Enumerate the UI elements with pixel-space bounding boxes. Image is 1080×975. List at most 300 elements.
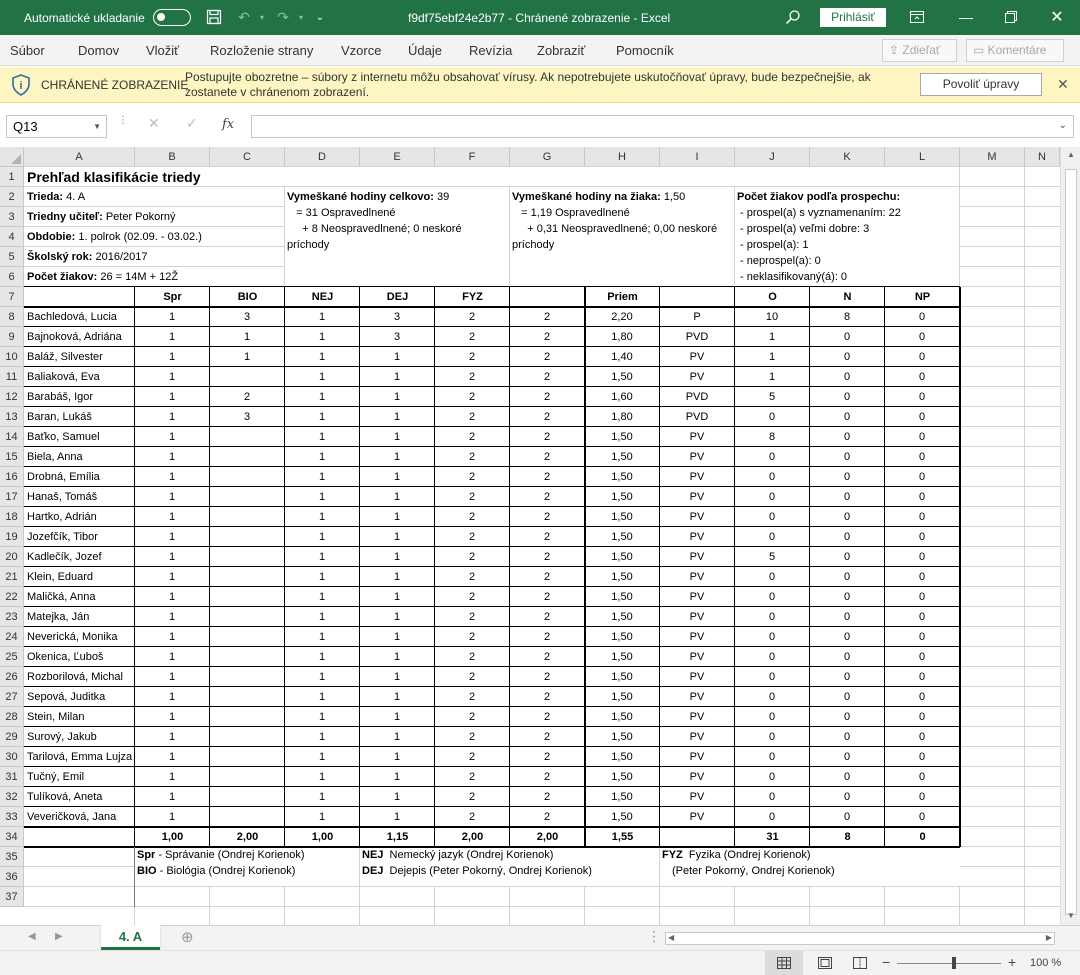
- row-header-6[interactable]: 6: [0, 267, 24, 287]
- grade-cell[interactable]: 1: [318, 671, 326, 683]
- row-header-30[interactable]: 30: [0, 747, 24, 767]
- page-break-preview-icon[interactable]: [853, 957, 867, 969]
- grade-cell[interactable]: 0: [918, 671, 926, 683]
- grade-cell[interactable]: PV: [689, 731, 705, 743]
- grade-cell[interactable]: 0: [918, 811, 926, 823]
- scroll-left-icon[interactable]: ◀: [668, 933, 675, 942]
- grade-cell[interactable]: 0: [918, 331, 926, 343]
- grade-cell[interactable]: 0: [918, 351, 926, 363]
- row-header-26[interactable]: 26: [0, 667, 24, 687]
- row-header-28[interactable]: 28: [0, 707, 24, 727]
- grade-cell[interactable]: 1: [768, 331, 776, 343]
- row-header-33[interactable]: 33: [0, 807, 24, 827]
- student-name-cell[interactable]: Matejka, Ján: [27, 611, 90, 623]
- grade-cell[interactable]: 0: [843, 691, 851, 703]
- grade-cell[interactable]: 2: [468, 611, 476, 623]
- grade-cell[interactable]: 0: [843, 651, 851, 663]
- grade-cell[interactable]: 0: [843, 511, 851, 523]
- grade-cell[interactable]: 1,50: [611, 671, 633, 683]
- grade-cell[interactable]: 2: [468, 571, 476, 583]
- grade-cell[interactable]: 1: [168, 551, 176, 563]
- grade-cell[interactable]: 1: [168, 611, 176, 623]
- total-cell[interactable]: [660, 827, 735, 847]
- grade-cell[interactable]: 1: [243, 351, 251, 363]
- grade-cell[interactable]: 2: [468, 651, 476, 663]
- grade-cell[interactable]: [210, 447, 284, 467]
- grade-cell[interactable]: 0: [768, 571, 776, 583]
- grade-cell[interactable]: 1: [168, 691, 176, 703]
- grade-cell[interactable]: 0: [768, 651, 776, 663]
- grade-cell[interactable]: 2: [468, 731, 476, 743]
- grade-cell[interactable]: 1: [318, 371, 326, 383]
- grade-cell[interactable]: [210, 507, 284, 527]
- grade-cell[interactable]: 1: [318, 731, 326, 743]
- grade-cell[interactable]: 0: [918, 431, 926, 443]
- grade-cell[interactable]: 0: [843, 811, 851, 823]
- grade-cell[interactable]: 1,50: [611, 371, 633, 383]
- grade-cell[interactable]: 1: [768, 351, 776, 363]
- grade-cell[interactable]: 1,50: [611, 691, 633, 703]
- grade-cell[interactable]: 2: [543, 491, 551, 503]
- grade-cell[interactable]: 1,50: [611, 751, 633, 763]
- column-header-G[interactable]: G: [510, 147, 585, 167]
- grade-cell[interactable]: 0: [843, 671, 851, 683]
- student-name-cell[interactable]: Kadlečík, Jozef: [27, 551, 102, 563]
- grade-cell[interactable]: 1,50: [611, 471, 633, 483]
- grade-cell[interactable]: 3: [243, 411, 251, 423]
- grade-cell[interactable]: 2: [468, 671, 476, 683]
- grade-cell[interactable]: [210, 767, 284, 787]
- grade-cell[interactable]: 0: [768, 491, 776, 503]
- grade-cell[interactable]: 1: [318, 811, 326, 823]
- grade-cell[interactable]: [210, 627, 284, 647]
- grade-cell[interactable]: [210, 567, 284, 587]
- grade-cell[interactable]: 0: [843, 371, 851, 383]
- student-name-cell[interactable]: Jozefčík, Tibor: [27, 531, 98, 543]
- grade-cell[interactable]: 0: [768, 711, 776, 723]
- grade-cell[interactable]: 1,50: [611, 631, 633, 643]
- name-box-dropdown-icon[interactable]: ▼: [93, 122, 101, 131]
- grade-cell[interactable]: [210, 467, 284, 487]
- row-header-14[interactable]: 14: [0, 427, 24, 447]
- row-header-2[interactable]: 2: [0, 187, 24, 207]
- student-name-cell[interactable]: Barabáš, Igor: [27, 391, 94, 403]
- grade-cell[interactable]: 2: [468, 431, 476, 443]
- cancel-icon[interactable]: ✕: [148, 115, 160, 131]
- grade-cell[interactable]: 1: [168, 391, 176, 403]
- grade-cell[interactable]: 0: [768, 691, 776, 703]
- grade-cell[interactable]: 1: [318, 431, 326, 443]
- student-name-cell[interactable]: Stein, Milan: [27, 711, 85, 723]
- grade-cell[interactable]: 2: [543, 691, 551, 703]
- grade-cell[interactable]: 1: [393, 551, 401, 563]
- grade-cell[interactable]: 2: [543, 791, 551, 803]
- grade-cell[interactable]: 1: [318, 491, 326, 503]
- vertical-scroll-thumb[interactable]: [1065, 169, 1077, 915]
- grade-cell[interactable]: PV: [689, 751, 705, 763]
- save-icon[interactable]: [204, 7, 224, 27]
- grade-cell[interactable]: 0: [918, 731, 926, 743]
- grade-cell[interactable]: 1: [168, 711, 176, 723]
- row-header-21[interactable]: 21: [0, 567, 24, 587]
- grade-cell[interactable]: 0: [918, 511, 926, 523]
- grade-cell[interactable]: 0: [843, 531, 851, 543]
- grade-cell[interactable]: 1: [168, 471, 176, 483]
- grade-cell[interactable]: 0: [918, 531, 926, 543]
- tab-file[interactable]: Súbor: [10, 43, 45, 58]
- next-sheet-icon[interactable]: ▶: [55, 931, 63, 942]
- grade-cell[interactable]: 2: [543, 671, 551, 683]
- grade-cell[interactable]: 1,50: [611, 731, 633, 743]
- grade-cell[interactable]: 2: [543, 571, 551, 583]
- row-header-37[interactable]: 37: [0, 887, 24, 907]
- select-all-corner[interactable]: [0, 147, 24, 167]
- student-name-cell[interactable]: Sepová, Juditka: [27, 691, 106, 703]
- grade-cell[interactable]: 5: [768, 391, 776, 403]
- grade-cell[interactable]: 2: [468, 811, 476, 823]
- grade-cell[interactable]: 1: [168, 591, 176, 603]
- column-header-M[interactable]: M: [960, 147, 1025, 167]
- grade-cell[interactable]: 0: [918, 551, 926, 563]
- grade-cell[interactable]: PV: [689, 471, 705, 483]
- grade-cell[interactable]: 0: [843, 491, 851, 503]
- student-name-cell[interactable]: Biela, Anna: [27, 451, 83, 463]
- grade-cell[interactable]: 2: [543, 811, 551, 823]
- table-header-cell[interactable]: NP: [914, 291, 931, 303]
- table-header-cell[interactable]: O: [768, 291, 777, 303]
- grade-cell[interactable]: 1: [393, 711, 401, 723]
- grade-cell[interactable]: 2: [468, 531, 476, 543]
- grade-cell[interactable]: 0: [918, 651, 926, 663]
- grade-cell[interactable]: [210, 787, 284, 807]
- grade-cell[interactable]: 1: [168, 351, 176, 363]
- grade-cell[interactable]: 1: [393, 531, 401, 543]
- grade-cell[interactable]: 2: [543, 511, 551, 523]
- table-header-cell[interactable]: NEJ: [311, 291, 334, 303]
- grade-cell[interactable]: 1,50: [611, 811, 633, 823]
- grade-cell[interactable]: PV: [689, 611, 705, 623]
- grade-cell[interactable]: 1: [318, 511, 326, 523]
- grade-cell[interactable]: 1: [318, 571, 326, 583]
- grade-cell[interactable]: 1: [318, 551, 326, 563]
- grade-cell[interactable]: 1,50: [611, 711, 633, 723]
- table-header-cell[interactable]: Priem: [607, 291, 638, 303]
- grade-cell[interactable]: P: [693, 311, 701, 323]
- total-cell[interactable]: 0: [919, 831, 926, 843]
- sign-in-button[interactable]: Prihlásiť: [820, 8, 886, 27]
- grade-cell[interactable]: 1: [393, 371, 401, 383]
- row-header-34[interactable]: 34: [0, 827, 24, 847]
- grade-cell[interactable]: PV: [689, 651, 705, 663]
- total-cell[interactable]: 2,00: [536, 831, 559, 843]
- grade-cell[interactable]: 1,50: [611, 511, 633, 523]
- student-name-cell[interactable]: Tučný, Emil: [27, 771, 85, 783]
- student-name-cell[interactable]: Maličká, Anna: [27, 591, 96, 603]
- grade-cell[interactable]: 0: [843, 551, 851, 563]
- grade-cell[interactable]: 0: [918, 411, 926, 423]
- grade-cell[interactable]: 1: [168, 791, 176, 803]
- grade-cell[interactable]: 2: [468, 331, 476, 343]
- grade-cell[interactable]: 1: [393, 771, 401, 783]
- grade-cell[interactable]: 0: [918, 591, 926, 603]
- grade-cell[interactable]: 1: [393, 491, 401, 503]
- grade-cell[interactable]: [210, 607, 284, 627]
- grade-cell[interactable]: 1: [318, 311, 326, 323]
- grade-cell[interactable]: 0: [918, 711, 926, 723]
- grade-cell[interactable]: 8: [768, 431, 776, 443]
- grade-cell[interactable]: PVD: [685, 391, 709, 403]
- grade-cell[interactable]: PV: [689, 351, 705, 363]
- grade-cell[interactable]: 1: [168, 631, 176, 643]
- grade-cell[interactable]: 0: [843, 611, 851, 623]
- grade-cell[interactable]: 3: [393, 331, 401, 343]
- row-header-16[interactable]: 16: [0, 467, 24, 487]
- grade-cell[interactable]: 1,80: [611, 411, 633, 423]
- grade-cell[interactable]: 0: [918, 471, 926, 483]
- grade-cell[interactable]: 1: [168, 651, 176, 663]
- grade-cell[interactable]: 5: [768, 551, 776, 563]
- row-header-18[interactable]: 18: [0, 507, 24, 527]
- column-header-B[interactable]: B: [135, 147, 210, 167]
- grade-cell[interactable]: 1: [168, 531, 176, 543]
- total-cell[interactable]: 1,15: [386, 831, 409, 843]
- grade-cell[interactable]: 0: [843, 431, 851, 443]
- grade-cell[interactable]: 1: [318, 531, 326, 543]
- grade-cell[interactable]: 1: [393, 451, 401, 463]
- grade-cell[interactable]: 1: [168, 451, 176, 463]
- grade-cell[interactable]: PV: [689, 551, 705, 563]
- grade-cell[interactable]: [210, 647, 284, 667]
- grade-cell[interactable]: 10: [765, 311, 779, 323]
- column-header-D[interactable]: D: [285, 147, 360, 167]
- grade-cell[interactable]: 2: [468, 791, 476, 803]
- restore-icon[interactable]: [1001, 7, 1021, 27]
- grade-cell[interactable]: 1: [318, 631, 326, 643]
- grade-cell[interactable]: 1: [393, 351, 401, 363]
- grade-cell[interactable]: 1,50: [611, 531, 633, 543]
- grade-cell[interactable]: 1,50: [611, 551, 633, 563]
- grade-cell[interactable]: 0: [843, 751, 851, 763]
- column-header-L[interactable]: L: [885, 147, 960, 167]
- enter-icon[interactable]: ✓: [186, 115, 198, 131]
- grade-cell[interactable]: PV: [689, 711, 705, 723]
- column-header-K[interactable]: K: [810, 147, 885, 167]
- grade-cell[interactable]: 1,50: [611, 791, 633, 803]
- student-name-cell[interactable]: Hartko, Adrián: [27, 511, 97, 523]
- grade-cell[interactable]: [210, 527, 284, 547]
- table-header-cell[interactable]: [510, 287, 585, 307]
- prev-sheet-icon[interactable]: ◀: [28, 931, 36, 942]
- grade-cell[interactable]: [210, 427, 284, 447]
- grade-cell[interactable]: 2: [468, 411, 476, 423]
- grade-cell[interactable]: 1: [768, 371, 776, 383]
- student-name-cell[interactable]: Neverická, Monika: [27, 631, 118, 643]
- grade-cell[interactable]: 1: [318, 451, 326, 463]
- row-header-17[interactable]: 17: [0, 487, 24, 507]
- total-cell[interactable]: 1,00: [311, 831, 334, 843]
- normal-view-button[interactable]: [765, 951, 803, 975]
- tab-review[interactable]: Revízia: [469, 43, 513, 58]
- grade-cell[interactable]: 2: [468, 311, 476, 323]
- grade-cell[interactable]: 2: [543, 311, 551, 323]
- grade-cell[interactable]: 1,40: [611, 351, 633, 363]
- column-header-F[interactable]: F: [435, 147, 510, 167]
- grade-cell[interactable]: 1: [168, 511, 176, 523]
- row-header-25[interactable]: 25: [0, 647, 24, 667]
- grade-cell[interactable]: 0: [768, 751, 776, 763]
- table-header-cell[interactable]: DEJ: [386, 291, 409, 303]
- grade-cell[interactable]: 1: [393, 811, 401, 823]
- grade-cell[interactable]: 0: [843, 451, 851, 463]
- grade-cell[interactable]: 0: [768, 811, 776, 823]
- grade-cell[interactable]: 0: [918, 751, 926, 763]
- total-cell[interactable]: 1,00: [161, 831, 184, 843]
- grade-cell[interactable]: 1: [318, 651, 326, 663]
- grade-cell[interactable]: 2: [543, 591, 551, 603]
- grade-cell[interactable]: 2: [543, 711, 551, 723]
- zoom-in-icon[interactable]: +: [1008, 954, 1017, 970]
- grade-cell[interactable]: 1: [318, 591, 326, 603]
- grade-cell[interactable]: 1: [318, 791, 326, 803]
- grade-cell[interactable]: 1,50: [611, 611, 633, 623]
- grade-cell[interactable]: 0: [768, 591, 776, 603]
- grade-cell[interactable]: 2: [543, 471, 551, 483]
- grade-cell[interactable]: 1: [168, 731, 176, 743]
- row-header-36[interactable]: 36: [0, 867, 24, 887]
- total-cell[interactable]: 31: [766, 831, 779, 843]
- row-header-35[interactable]: 35: [0, 847, 24, 867]
- grade-cell[interactable]: 0: [768, 511, 776, 523]
- grade-cell[interactable]: 1: [168, 491, 176, 503]
- row-header-11[interactable]: 11: [0, 367, 24, 387]
- minimize-icon[interactable]: —: [959, 9, 973, 25]
- grade-cell[interactable]: 2: [543, 631, 551, 643]
- column-header-C[interactable]: C: [210, 147, 285, 167]
- name-box[interactable]: [6, 115, 107, 138]
- grade-cell[interactable]: 1: [393, 591, 401, 603]
- column-header-N[interactable]: N: [1025, 147, 1060, 167]
- row-header-10[interactable]: 10: [0, 347, 24, 367]
- grade-cell[interactable]: 1: [393, 791, 401, 803]
- grade-cell[interactable]: 2: [468, 451, 476, 463]
- grade-cell[interactable]: 2: [543, 371, 551, 383]
- student-name-cell[interactable]: Baláž, Silvester: [27, 351, 103, 363]
- row-header-3[interactable]: 3: [0, 207, 24, 227]
- grade-cell[interactable]: PV: [689, 491, 705, 503]
- student-name-cell[interactable]: Klein, Eduard: [27, 571, 94, 583]
- grade-cell[interactable]: 1: [168, 771, 176, 783]
- undo-dropdown-icon[interactable]: ▾: [259, 12, 264, 22]
- grade-cell[interactable]: 1: [318, 751, 326, 763]
- grade-cell[interactable]: 1: [393, 751, 401, 763]
- grade-cell[interactable]: 0: [843, 391, 851, 403]
- grade-cell[interactable]: 1: [318, 331, 326, 343]
- row-header-29[interactable]: 29: [0, 727, 24, 747]
- grade-cell[interactable]: 0: [918, 391, 926, 403]
- zoom-slider[interactable]: [897, 963, 1001, 964]
- total-cell[interactable]: 2,00: [236, 831, 259, 843]
- grade-cell[interactable]: 0: [768, 611, 776, 623]
- tab-home[interactable]: Domov: [78, 43, 120, 58]
- grade-cell[interactable]: 2: [468, 491, 476, 503]
- undo-icon[interactable]: ↶: [238, 8, 250, 25]
- grade-cell[interactable]: 1: [243, 331, 251, 343]
- column-header-H[interactable]: H: [585, 147, 660, 167]
- column-header-J[interactable]: J: [735, 147, 810, 167]
- grade-cell[interactable]: 0: [843, 351, 851, 363]
- grade-cell[interactable]: 1: [168, 431, 176, 443]
- grade-cell[interactable]: 0: [843, 711, 851, 723]
- grade-cell[interactable]: 0: [918, 611, 926, 623]
- grade-cell[interactable]: 1,50: [611, 571, 633, 583]
- grade-cell[interactable]: 0: [918, 571, 926, 583]
- grade-cell[interactable]: PV: [689, 371, 705, 383]
- grade-cell[interactable]: 2: [468, 751, 476, 763]
- grade-cell[interactable]: 0: [918, 451, 926, 463]
- grade-cell[interactable]: 2: [543, 651, 551, 663]
- row-header-27[interactable]: 27: [0, 687, 24, 707]
- grade-cell[interactable]: 1: [168, 311, 176, 323]
- grade-cell[interactable]: 0: [843, 571, 851, 583]
- row-header-15[interactable]: 15: [0, 447, 24, 467]
- grade-cell[interactable]: 2: [468, 351, 476, 363]
- grade-cell[interactable]: 0: [768, 671, 776, 683]
- add-sheet-icon[interactable]: ⊕: [181, 929, 194, 946]
- grade-cell[interactable]: PV: [689, 811, 705, 823]
- grade-cell[interactable]: 2: [543, 551, 551, 563]
- grade-cell[interactable]: 1,50: [611, 591, 633, 603]
- grade-cell[interactable]: 1: [168, 331, 176, 343]
- grade-cell[interactable]: 0: [768, 411, 776, 423]
- column-header-I[interactable]: I: [660, 147, 735, 167]
- grade-cell[interactable]: 1: [168, 811, 176, 823]
- student-name-cell[interactable]: Tarilová, Emma Lujza: [27, 751, 133, 763]
- zoom-out-icon[interactable]: −: [882, 954, 891, 970]
- student-name-cell[interactable]: Veveričková, Jana: [27, 811, 117, 823]
- student-name-cell[interactable]: Baliaková, Eva: [27, 371, 100, 383]
- table-header-cell[interactable]: [24, 287, 135, 307]
- row-header-23[interactable]: 23: [0, 607, 24, 627]
- table-header-cell[interactable]: N: [843, 291, 852, 303]
- row-header-9[interactable]: 9: [0, 327, 24, 347]
- tab-help[interactable]: Pomocník: [616, 43, 674, 58]
- grade-cell[interactable]: 0: [918, 371, 926, 383]
- grade-cell[interactable]: 1: [318, 351, 326, 363]
- tab-formulas[interactable]: Vzorce: [341, 43, 382, 58]
- expand-formula-icon[interactable]: ⌄: [1058, 120, 1067, 131]
- grade-cell[interactable]: 0: [918, 631, 926, 643]
- grade-cell[interactable]: 0: [843, 471, 851, 483]
- grade-cell[interactable]: [210, 547, 284, 567]
- close-infobar-icon[interactable]: ✕: [1057, 76, 1069, 92]
- search-icon[interactable]: [783, 7, 803, 27]
- scroll-down-icon[interactable]: ▼: [1067, 911, 1075, 920]
- row-header-22[interactable]: 22: [0, 587, 24, 607]
- grade-cell[interactable]: PVD: [685, 411, 709, 423]
- tab-view[interactable]: Zobraziť: [537, 43, 586, 58]
- grade-cell[interactable]: PV: [689, 631, 705, 643]
- grade-cell[interactable]: [210, 727, 284, 747]
- grade-cell[interactable]: 2: [543, 751, 551, 763]
- spreadsheet-grid[interactable]: [0, 147, 1060, 925]
- grade-cell[interactable]: 1: [393, 631, 401, 643]
- grade-cell[interactable]: [210, 587, 284, 607]
- grade-cell[interactable]: 1: [318, 691, 326, 703]
- grade-cell[interactable]: 2: [543, 391, 551, 403]
- grade-cell[interactable]: 0: [768, 631, 776, 643]
- grade-cell[interactable]: PV: [689, 431, 705, 443]
- row-header-19[interactable]: 19: [0, 527, 24, 547]
